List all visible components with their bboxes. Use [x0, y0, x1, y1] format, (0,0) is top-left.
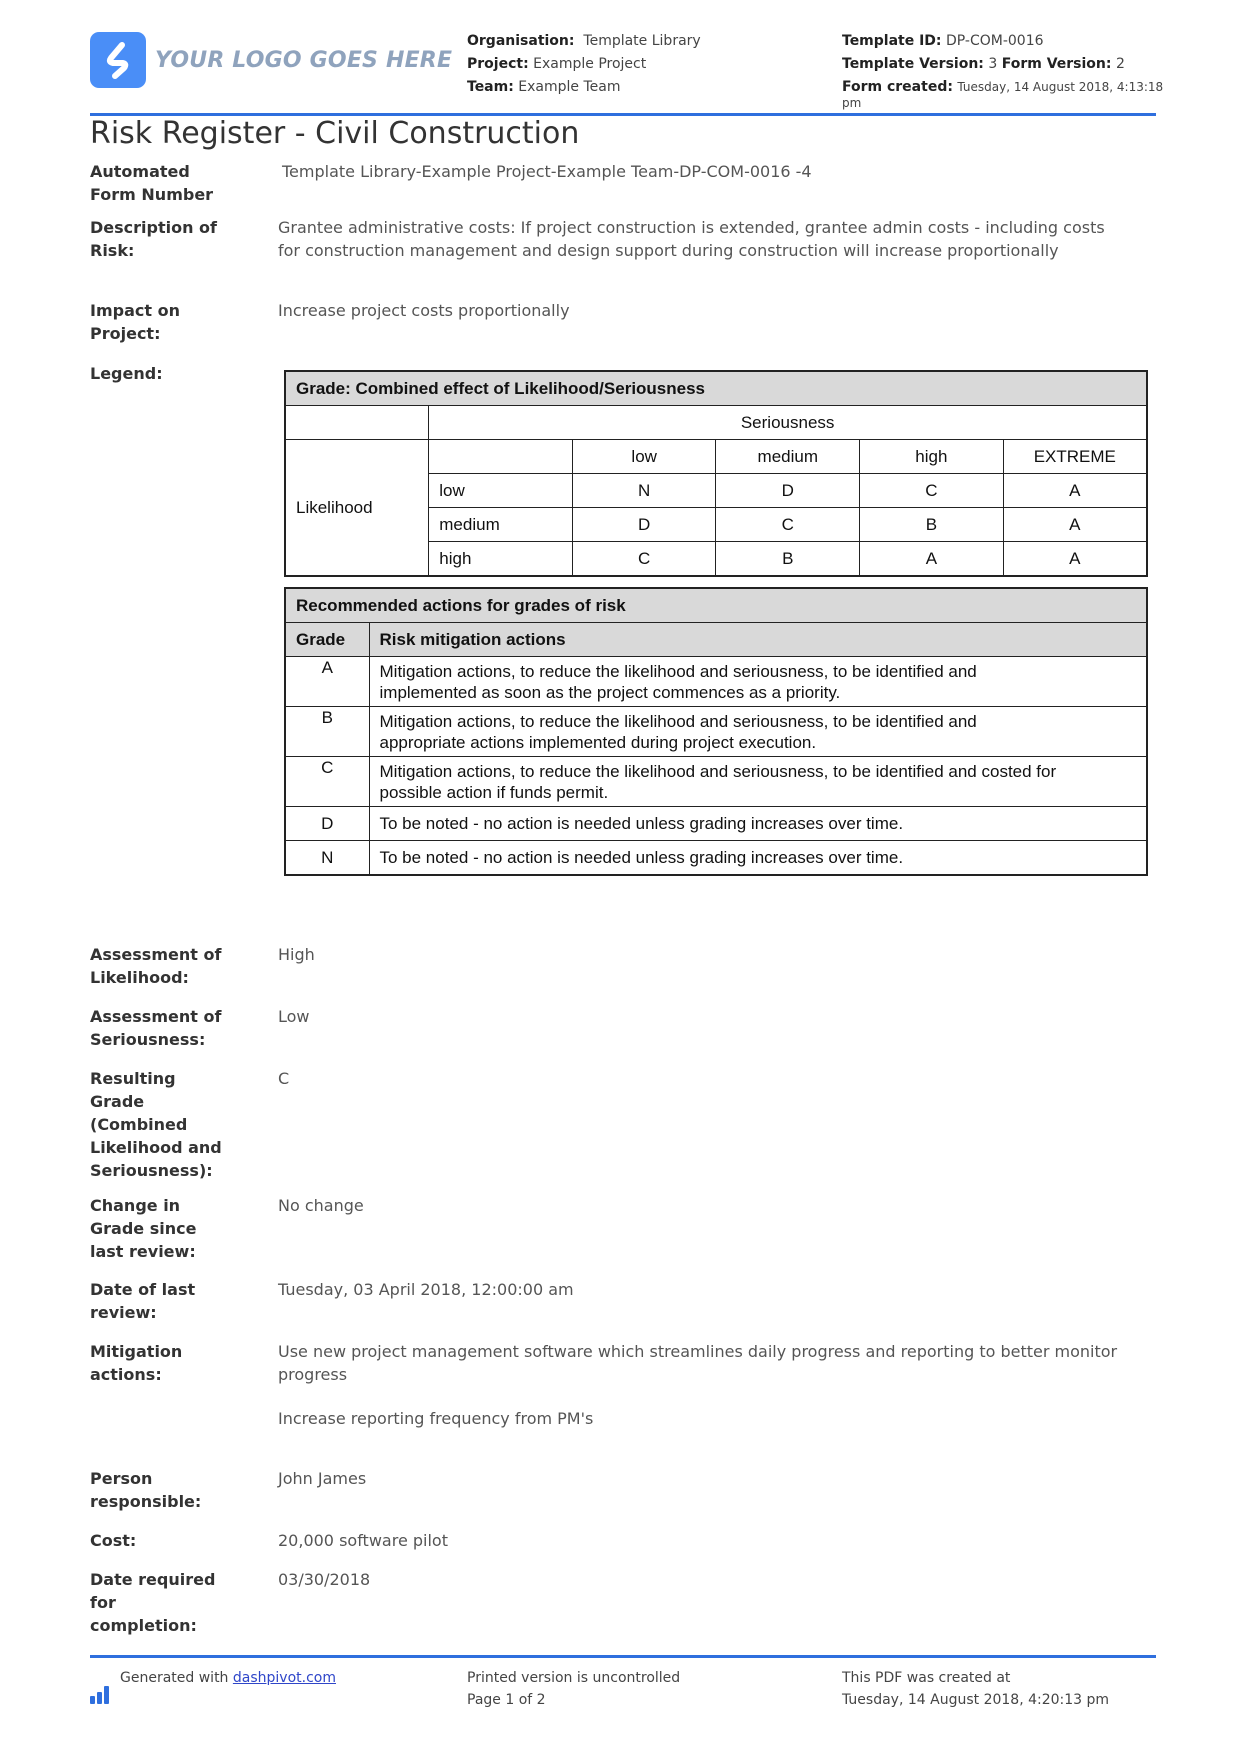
header-meta-template	[842, 30, 1162, 110]
form-version-value: 2	[1115, 56, 1125, 72]
dashpivot-link[interactable]: dashpivot.com	[232, 1670, 336, 1686]
grade-matrix-title: Grade: Combined effect of Likelihood/Seriousness	[285, 371, 1147, 406]
team-value: Example Team	[518, 79, 621, 95]
logo-icon	[90, 32, 146, 88]
document-page	[90, 0, 1164, 1754]
grade-value: D	[285, 807, 369, 841]
grade-value: B	[285, 707, 369, 757]
likelihood-assessment-value: High	[278, 945, 315, 964]
likelihood-row-label: high	[429, 542, 573, 577]
logo-text: YOUR LOGO GOES HERE	[155, 48, 453, 73]
description-value: Grantee administrative costs: If project construction is extended, grantee admin costs - including costs for construction management and design support during construction will increase proportionally	[278, 218, 1105, 260]
grade-change-label: Change in Grade since last review:	[90, 1196, 197, 1261]
form-created-label: Form created:	[842, 79, 953, 95]
template-version-value: 3	[988, 56, 998, 72]
table-row	[285, 841, 1147, 876]
cost-label: Cost:	[90, 1531, 137, 1550]
likelihood-assessment-label: Assessment of Likelihood:	[90, 945, 222, 987]
likelihood-row-label: medium	[429, 508, 573, 542]
grade-matrix-table	[284, 370, 1148, 577]
pdf-created: This PDF was created at Tuesday, 14 August 2018, 4:20:13 pm	[842, 1670, 1110, 1708]
grade-change-value: No change	[278, 1196, 364, 1215]
grade-cell: D	[716, 474, 860, 508]
action-text: Mitigation actions, to reduce the likelihood and seriousness, to be identified and costed for possible action if funds permit.	[369, 757, 1147, 807]
last-review-label: Date of last review:	[90, 1280, 196, 1322]
form-number-value: Template Library-Example Project-Example Team-DP-COM-0016 -4	[282, 162, 812, 181]
team-label: Team:	[467, 79, 514, 95]
seriousness-col-high: high	[860, 440, 1004, 474]
organisation-label: Organisation:	[467, 33, 575, 49]
dashpivot-icon	[90, 1686, 112, 1704]
table-row	[285, 807, 1147, 841]
grade-cell: A	[1003, 474, 1147, 508]
grade-value: A	[285, 657, 369, 707]
grade-cell: N	[572, 474, 716, 508]
impact-label: Impact on Project:	[90, 301, 180, 343]
project-value: Example Project	[533, 56, 647, 72]
date-required-value: 03/30/2018	[278, 1570, 371, 1589]
template-id-value: DP-COM-0016	[945, 33, 1044, 49]
action-text: To be noted - no action is needed unless grading increases over time.	[369, 807, 1147, 841]
table-row	[285, 657, 1147, 707]
last-review-value: Tuesday, 03 April 2018, 12:00:00 am	[278, 1280, 574, 1299]
seriousness-assessment-value: Low	[278, 1007, 310, 1026]
grade-cell: C	[716, 508, 860, 542]
grade-cell: D	[572, 508, 716, 542]
mitigation-value-1: Use new project management software which streamlines daily progress and reporting to better monitor progress	[278, 1342, 1118, 1384]
table-row	[285, 707, 1147, 757]
organisation-value: Template Library	[583, 33, 701, 49]
cost-value: 20,000 software pilot	[278, 1531, 448, 1550]
header-meta-project	[467, 30, 701, 99]
grade-value: N	[285, 841, 369, 876]
grade-cell: A	[1003, 508, 1147, 542]
impact-value: Increase project costs proportionally	[278, 301, 570, 320]
page-title: Risk Register - Civil Construction	[90, 116, 580, 151]
actions-column-header: Risk mitigation actions	[369, 623, 1147, 657]
likelihood-header: Likelihood	[285, 440, 429, 577]
description-label: Description of Risk:	[90, 218, 218, 260]
footer-divider	[90, 1655, 1156, 1658]
resulting-grade-label: Resulting Grade (Combined Likelihood and Seriousness):	[90, 1069, 222, 1180]
seriousness-header: Seriousness	[429, 406, 1147, 440]
grade-cell: B	[860, 508, 1004, 542]
legend-label: Legend:	[90, 364, 163, 383]
table-row	[285, 757, 1147, 807]
grade-column-header: Grade	[285, 623, 369, 657]
blank-cell	[429, 440, 573, 474]
legend-tables	[284, 370, 1148, 876]
seriousness-col-medium: medium	[716, 440, 860, 474]
form-created-value: Tuesday, 14 August 2018, 4:13:18	[957, 80, 1164, 94]
blank-cell	[285, 406, 429, 440]
page-number: Page 1 of 2	[467, 1692, 546, 1708]
action-text: Mitigation actions, to reduce the likelihood and seriousness, to be identified and appropriate actions implemented during project execution.	[369, 707, 1147, 757]
form-version-label: Form Version:	[1001, 56, 1112, 72]
date-required-label: Date required for completion:	[90, 1570, 216, 1635]
grade-value: C	[285, 757, 369, 807]
recommended-actions-table	[284, 587, 1148, 876]
form-number-label: Automated Form Number	[90, 162, 214, 204]
action-text: To be noted - no action is needed unless grading increases over time.	[369, 841, 1147, 876]
mitigation-label: Mitigation actions:	[90, 1342, 183, 1384]
person-responsible-label: Person responsible:	[90, 1469, 202, 1511]
uncontrolled-notice: Printed version is uncontrolled Page 1 of 2	[467, 1667, 680, 1711]
form-created-value-cont: pm	[842, 96, 862, 110]
grade-cell: B	[716, 542, 860, 577]
seriousness-col-low: low	[572, 440, 716, 474]
person-responsible-value: John James	[278, 1469, 367, 1488]
resulting-grade-value: C	[278, 1069, 290, 1088]
generated-with: Generated with dashpivot.com	[120, 1670, 336, 1686]
grade-cell: C	[860, 474, 1004, 508]
grade-cell: A	[1003, 542, 1147, 577]
action-text: Mitigation actions, to reduce the likelihood and seriousness, to be identified and implemented as soon as the project commences as a priority.	[369, 657, 1147, 707]
template-id-label: Template ID:	[842, 33, 942, 49]
likelihood-row-label: low	[429, 474, 573, 508]
recommended-actions-title: Recommended actions for grades of risk	[285, 588, 1147, 623]
grade-cell: A	[860, 542, 1004, 577]
grade-cell: C	[572, 542, 716, 577]
seriousness-col-extreme: EXTREME	[1003, 440, 1147, 474]
seriousness-assessment-label: Assessment of Seriousness:	[90, 1007, 222, 1049]
project-label: Project:	[467, 56, 529, 72]
mitigation-value-2: Increase reporting frequency from PM's	[278, 1409, 594, 1428]
template-version-label: Template Version:	[842, 56, 984, 72]
